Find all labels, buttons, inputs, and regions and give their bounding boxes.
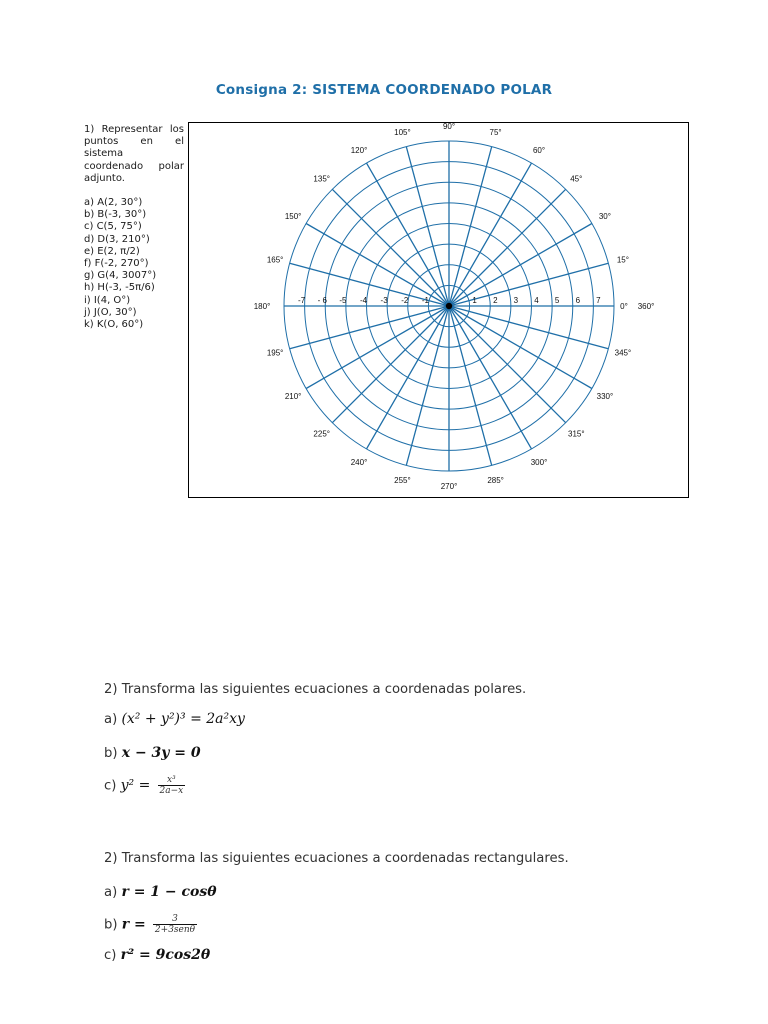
angle-label: 180° xyxy=(253,302,271,311)
equation-a xyxy=(104,711,526,727)
angle-label: 90° xyxy=(442,123,456,131)
point-item: b) B(-3, 30°) xyxy=(84,209,147,221)
polar-spoke xyxy=(449,306,566,423)
polar-spoke xyxy=(406,306,449,465)
polar-spoke xyxy=(449,306,492,465)
polar-grid-frame xyxy=(188,122,689,498)
angle-label: 30° xyxy=(598,212,611,221)
axis-tick-label: -3 xyxy=(380,296,388,305)
point-item: k) K(O, 60°) xyxy=(84,319,144,331)
polar-spoke xyxy=(367,163,450,306)
equation-b xyxy=(104,745,526,761)
equation-label: b) xyxy=(104,917,118,933)
axis-tick-label: 1 xyxy=(472,296,477,305)
pole-point xyxy=(446,303,452,309)
angle-label: 45° xyxy=(570,174,583,184)
point-item: a) A(2, 30°) xyxy=(84,197,143,209)
polar-spoke xyxy=(449,163,532,306)
equation-c xyxy=(104,775,526,796)
page-title: Consigna 2: SISTEMA COORDENADO POLAR xyxy=(215,82,553,98)
axis-tick-label: -4 xyxy=(359,296,368,305)
axis-tick-label: -1 xyxy=(421,296,429,305)
polar-spoke xyxy=(449,224,592,307)
angle-label: 255° xyxy=(394,475,411,485)
angle-label: 210° xyxy=(284,392,302,401)
axis-tick-label: 7 xyxy=(596,296,601,305)
equation-expression: x − 3y = 0 xyxy=(121,745,201,761)
polar-spoke xyxy=(332,306,449,423)
equation-lhs: r = xyxy=(121,916,146,933)
equation-a xyxy=(104,884,569,900)
axis-tick-label: 6 xyxy=(575,296,581,305)
angle-label: 300° xyxy=(530,457,548,467)
equation-label: a) xyxy=(104,885,118,900)
point-item: j) J(O, 30°) xyxy=(84,306,137,318)
equation-c xyxy=(104,947,569,963)
polar-spoke xyxy=(406,147,449,306)
equation-label: c) xyxy=(104,948,117,963)
polar-spoke xyxy=(449,306,592,389)
polar-grid xyxy=(189,123,688,497)
polar-spoke xyxy=(306,306,449,389)
fraction xyxy=(158,775,186,796)
angle-label: 0° xyxy=(620,302,628,311)
points-list xyxy=(84,197,184,331)
angle-label: 330° xyxy=(596,392,614,401)
angle-label: 105° xyxy=(394,128,411,138)
angle-label: 15° xyxy=(616,255,629,265)
equation-label: c) xyxy=(104,778,117,794)
angle-label: 135° xyxy=(313,174,330,184)
point-item: e) E(2, π/2) xyxy=(84,245,140,257)
angle-label: 270° xyxy=(440,482,458,491)
angle-label: 315° xyxy=(568,429,585,439)
point-item: i) I(4, O°) xyxy=(84,294,131,306)
polar-spoke xyxy=(367,306,450,449)
axis-tick-label: -7 xyxy=(298,296,306,305)
polar-spoke xyxy=(290,306,449,349)
axis-tick-label: - 6 xyxy=(317,296,327,305)
axis-tick-label: 4 xyxy=(534,296,539,305)
fraction-denominator: 2+3senθ xyxy=(154,925,196,935)
point-item: h) H(-3, -5π/6) xyxy=(84,282,155,294)
angle-label: 285° xyxy=(487,475,504,485)
exercise-2-heading: 2) Transforma las siguientes ecuaciones a coordenadas polares. xyxy=(104,682,527,697)
axis-tick-label: -5 xyxy=(339,296,347,305)
equation-lhs: y² = xyxy=(120,777,151,794)
axis-tick-label: 3 xyxy=(513,296,519,305)
axis-tick-label: 2 xyxy=(493,296,498,305)
angle-label: 120° xyxy=(350,146,368,156)
angle-label: 345° xyxy=(614,348,632,358)
axis-tick-label: 5 xyxy=(554,296,560,305)
fraction-numerator: 3 xyxy=(153,914,197,925)
angle-label-360: 360° xyxy=(637,302,655,311)
fraction xyxy=(153,914,197,935)
equation-expression: (x² + y²)³ = 2a²xy xyxy=(121,711,245,727)
equation-label: a) xyxy=(104,712,118,727)
fraction-denominator: 2a−x xyxy=(159,786,184,796)
exercise-2-rectangular xyxy=(104,851,569,963)
exercise-2b-heading: 2) Transforma las siguientes ecuaciones a coordenadas rectangulares. xyxy=(104,851,569,866)
angle-label: 75° xyxy=(489,128,502,138)
angle-label: 195° xyxy=(266,348,284,358)
polar-spoke xyxy=(306,224,449,307)
angle-label: 60° xyxy=(532,146,546,156)
point-item: c) C(5, 75°) xyxy=(84,221,142,233)
fraction-numerator: x³ xyxy=(158,775,186,786)
polar-spoke xyxy=(449,306,608,349)
point-item: f) F(-2, 270°) xyxy=(84,258,149,270)
point-item: g) G(4, 3007°) xyxy=(84,270,157,282)
exercise-2-polar xyxy=(104,682,526,796)
angle-label: 165° xyxy=(266,255,284,265)
angle-label: 240° xyxy=(350,457,368,467)
polar-spoke xyxy=(449,306,532,449)
polar-spoke xyxy=(449,147,492,306)
angle-label: 150° xyxy=(284,212,302,221)
exercise-1-instructions xyxy=(84,124,184,331)
equation-label: b) xyxy=(104,746,118,761)
equation-expression: r = 1 − cosθ xyxy=(121,884,217,900)
exercise-1-text: 1) Representar los puntos en el sistema coordenado polar adjunto. xyxy=(84,124,184,184)
equation-expression: r² = 9cos2θ xyxy=(120,947,211,963)
angle-label: 225° xyxy=(313,429,330,439)
polar-spoke xyxy=(332,189,449,306)
point-item: d) D(3, 210°) xyxy=(84,233,150,245)
axis-tick-label: -2 xyxy=(401,296,409,305)
polar-spoke xyxy=(449,189,566,306)
equation-b xyxy=(104,914,569,935)
